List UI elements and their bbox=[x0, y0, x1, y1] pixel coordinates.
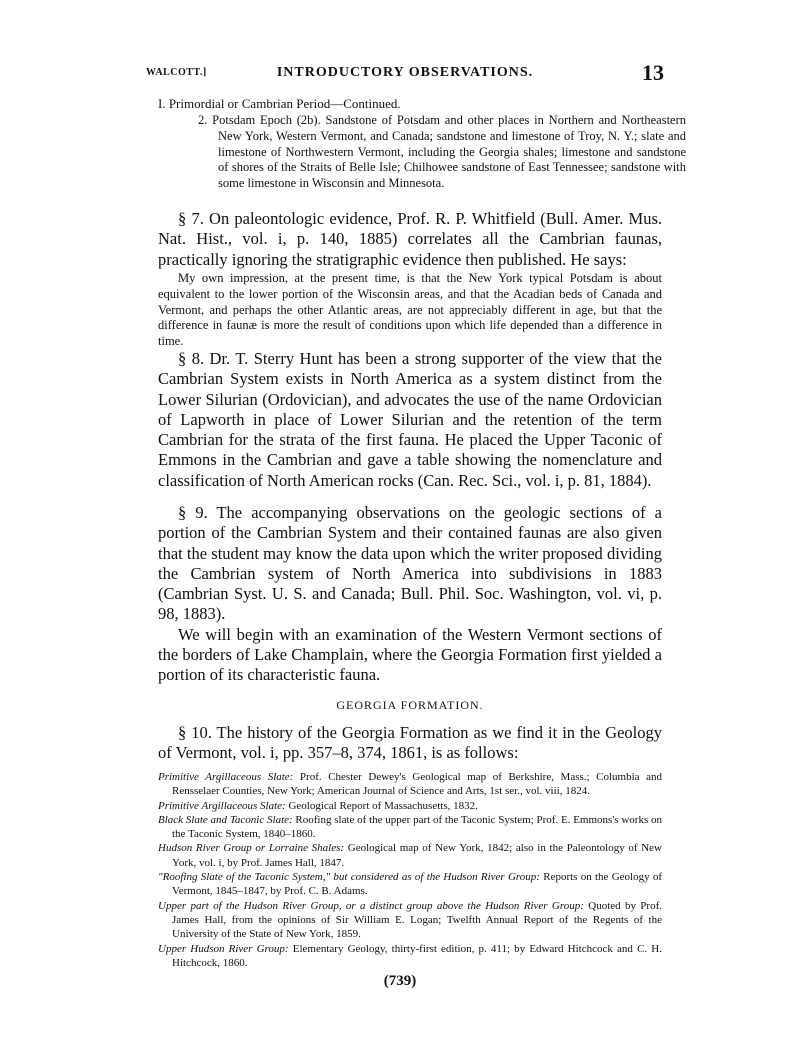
folio-number: (739) bbox=[383, 973, 417, 989]
reference-item: Upper part of the Hudson River Group, or a distinct group above the Hudson River Group: Quoted by Prof. James Hall, from the opinions of Sir William E. Logan; Twelfth Annual Report of the Regents of the University of the State of New York, 1859. bbox=[158, 899, 662, 941]
paragraph-9-text: § 9. The accompanying observations on the geologic sections of a portion of the Cambrian System and their contained faunas are also given that the student may know the data upon which the writer proposed dividing the Cambrian system of North America into subdivisions in 1883 (Cambrian Syst. U. S. and Canada; Bull. Phil. Soc. Washington, vol. vi, p. 98, 1883). bbox=[158, 503, 662, 624]
list-heading: I. Primordial or Cambrian Period—Continued. bbox=[158, 96, 401, 111]
reference-item: "Roofing Slate of the Taconic System," but considered as of the Hudson River Group: Reports on the Geology of Vermont, 1845–1847, by Prof. C. B. Adams. bbox=[158, 871, 663, 898]
paragraph-8-text: § 8. Dr. T. Sterry Hunt has been a strong supporter of the view that the Cambrian System exists in North America as a system distinct from the Lower Silurian (Ordovician), and advocates the use of the name Ordovician of Lapworth in place of Lower Silurian and the retention of the term Cambrian for the strata of the first fauna. He placed the Upper Taconic of Emmons in the Cambrian and gave a table showing the nomenclature and classification of North American rocks (Can. Rec. Sci., vol. i, p. 81, 1884). bbox=[158, 349, 662, 490]
paragraph-9 bbox=[158, 503, 662, 686]
reference-item: Primitive Argillaceous Slate: Prof. Chester Dewey's Geological map of Berkshire, Mass.; Columbia and Rensselaer Counties, New York; American Journal of Science and Arts, 1st ser., vol. viii, 1824. bbox=[158, 771, 663, 798]
reference-item: Black Slate and Taconic Slate: Roofing slate of the upper part of the Taconic System; Prof. E. Emmons's works on the Taconic System, 1840–1860. bbox=[158, 813, 662, 841]
paragraph-7-text: § 7. On paleontologic evidence, Prof. R. P. Whitfield (Bull. Amer. Mus. Nat. Hist., vol. i, p. 140, 1885) correlates all the Cambrian faunas, practically ignoring the stratigraphic evidence then published. He says: bbox=[158, 209, 662, 269]
paragraph-10 bbox=[158, 723, 662, 764]
paragraph-10-text: § 10. The history of the Georgia Formation as we find it in the Geology of Vermont, vol. i, pp. 357–8, 374, 1861, is as follows: bbox=[158, 723, 662, 763]
page-number: 13 bbox=[642, 60, 664, 85]
paragraph-7 bbox=[158, 209, 662, 270]
running-head-author: WALCOTT.] bbox=[146, 67, 207, 78]
list-item-potsdam: 2. Potsdam Epoch (2b). Sandstone of Potsdam and other places in Northern and Northeastern New York, Western Vermont, and Canada; sandstone and limestone of Troy, N. Y.; slate and limestone of Northwestern Vermont, including the Georgia shales; limestone and sandstone of shores of the Straits of Belle Isle; Chilhowee sandstone of East Tennessee; sandstone with some limestone in Wisconsin and Minnesota. bbox=[198, 113, 686, 191]
paragraph-8 bbox=[158, 349, 662, 491]
quote-text: My own impression, at the present time, is that the New York typical Potsdam is about equivalent to the lower portion of the Wisconsin areas, and that the Acadian beds of Canada and Vermont, and perhaps the other Atlantic areas, are not appreciably different in age, but that the difference in faunæ is more the result of conditions upon which life depended than a difference in time. bbox=[158, 271, 662, 349]
running-head bbox=[146, 60, 664, 88]
reference-item: Primitive Argillaceous Slate: Geological Report of Massachusetts, 1832. bbox=[158, 799, 478, 812]
reference-item: Hudson River Group or Lorraine Shales: Geological map of New York, 1842; also in the Paleontology of New York, vol. i, by Prof. James Hall, 1847. bbox=[158, 842, 662, 869]
running-head-title: INTRODUCTORY OBSERVATIONS. bbox=[276, 65, 534, 80]
reference-item: Upper Hudson River Group: Elementary Geology, thirty-first edition, p. 411; by Edward Hitchcock and C. H. Hitchcock, 1860. bbox=[158, 942, 662, 969]
block-quote bbox=[158, 271, 662, 350]
paragraph-9b-text: We will begin with an examination of the Western Vermont sections of the borders of Lake Champlain, where the Georgia Formation first yielded a portion of its characteristic fauna. bbox=[158, 624, 662, 685]
section-heading: GEORGIA FORMATION. bbox=[336, 698, 484, 712]
reference-list bbox=[158, 770, 662, 970]
